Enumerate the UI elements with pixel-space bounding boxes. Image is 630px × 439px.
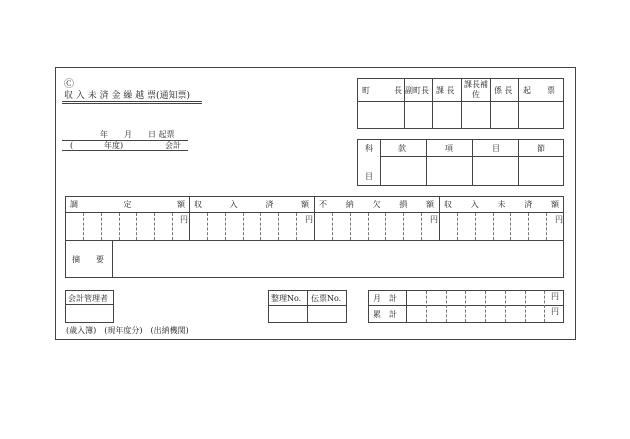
classification-col (518, 139, 519, 186)
amounts-col (314, 196, 315, 240)
title-underline-2 (62, 103, 202, 104)
total-digit-divider (525, 291, 526, 322)
cumulative-total-label: 累 計 (373, 310, 397, 319)
amount-digit-divider (101, 213, 102, 240)
approval-team-leader: 係 長 (494, 86, 513, 95)
amount-digit-divider (154, 213, 155, 240)
accounting-label: 会計 (165, 141, 181, 150)
amount-digit-divider (332, 213, 333, 240)
summary-col (112, 240, 113, 278)
classification-setsu: 節 (537, 144, 545, 153)
amount-digit-divider (510, 213, 511, 240)
approval-drafter: 起 票 (523, 86, 555, 95)
month-total-label: 月 計 (373, 294, 397, 303)
amount-digit-divider (350, 213, 351, 240)
amount-digit-divider (296, 213, 297, 240)
classification-table (357, 139, 564, 186)
fiscal-underline (62, 150, 188, 151)
total-digit-divider (446, 291, 447, 322)
title-underline (62, 101, 202, 102)
classification-col (426, 139, 427, 186)
amount-digit-divider (243, 213, 244, 240)
amount-digit-divider (457, 213, 458, 240)
totals-col (406, 290, 407, 323)
amount-digit-divider (528, 213, 529, 240)
amount-digit-divider (403, 213, 404, 240)
cumulative-total-unit: 円 (551, 307, 559, 316)
amount-digit-divider (546, 213, 547, 240)
total-digit-divider (426, 291, 427, 322)
approval-col (432, 78, 433, 129)
seiri-no-label: 整理No. (271, 294, 302, 303)
classification-kou: 項 (445, 144, 453, 153)
amount-header-received: 収 入 済 額 (194, 200, 309, 209)
amount-unit-1: 円 (180, 215, 188, 224)
classification-label-bottom: 目 (365, 172, 373, 181)
total-digit-divider (544, 291, 545, 322)
summary-label: 摘 要 (72, 255, 104, 264)
number-col (307, 290, 308, 323)
amount-header-unreceived: 収 入 未 済 額 (444, 200, 559, 209)
amount-unit-2: 円 (305, 215, 313, 224)
approval-mayor: 町 長 (362, 86, 402, 95)
date-line: 年 月 日 起票 (100, 130, 175, 139)
amount-digit-divider (421, 213, 422, 240)
amount-digit-divider (260, 213, 261, 240)
approval-assistant-chief: 課長補佐 (464, 80, 488, 99)
approval-section-chief: 課 長 (436, 86, 455, 95)
total-digit-divider (465, 291, 466, 322)
classification-col (380, 139, 381, 186)
amount-digit-divider (172, 213, 173, 240)
amount-header-uncollectible: 不 納 欠 損 額 (319, 200, 434, 209)
amount-digit-divider (278, 213, 279, 240)
form-title: 収 入 未 済 金 繰 越 票(通知票) (64, 91, 191, 101)
amount-digit-divider (493, 213, 494, 240)
classification-kan: 款 (398, 144, 406, 153)
amount-digit-divider (136, 213, 137, 240)
amount-digit-divider (385, 213, 386, 240)
amount-digit-divider (368, 213, 369, 240)
amounts-col (439, 196, 440, 240)
amounts-body-divider (65, 240, 564, 241)
amount-digit-divider (119, 213, 120, 240)
totals-divider (368, 305, 564, 306)
amount-unit-3: 円 (430, 215, 438, 224)
fiscal-open-paren: ( (70, 141, 74, 150)
amount-unit-4: 円 (555, 215, 563, 224)
classification-label-top: 科 (365, 144, 373, 153)
approval-col (490, 78, 491, 129)
amount-digit-divider (225, 213, 226, 240)
amounts-col (189, 196, 190, 240)
approval-deputy-mayor: 副町長 (405, 86, 429, 95)
fiscal-year: 年度) (104, 141, 124, 150)
totals-box (368, 290, 564, 323)
classification-col (472, 139, 473, 186)
amount-header-assessed: 調 定 額 (70, 200, 185, 209)
amount-digit-divider (83, 213, 84, 240)
denpyo-no-label: 伝票No. (311, 294, 342, 303)
approval-col (461, 78, 462, 129)
copyright-mark: Ⓒ (64, 79, 74, 90)
month-total-unit: 円 (551, 292, 559, 301)
classification-moku: 目 (492, 144, 500, 153)
total-digit-divider (485, 291, 486, 322)
amount-digit-divider (207, 213, 208, 240)
manager-divider (65, 304, 114, 305)
manager-label: 会計管理者 (68, 294, 108, 303)
footer-notes: (歳入簿) (現年度分) (出納機関) (66, 326, 189, 335)
approval-col (518, 78, 519, 129)
total-digit-divider (505, 291, 506, 322)
amount-digit-divider (475, 213, 476, 240)
